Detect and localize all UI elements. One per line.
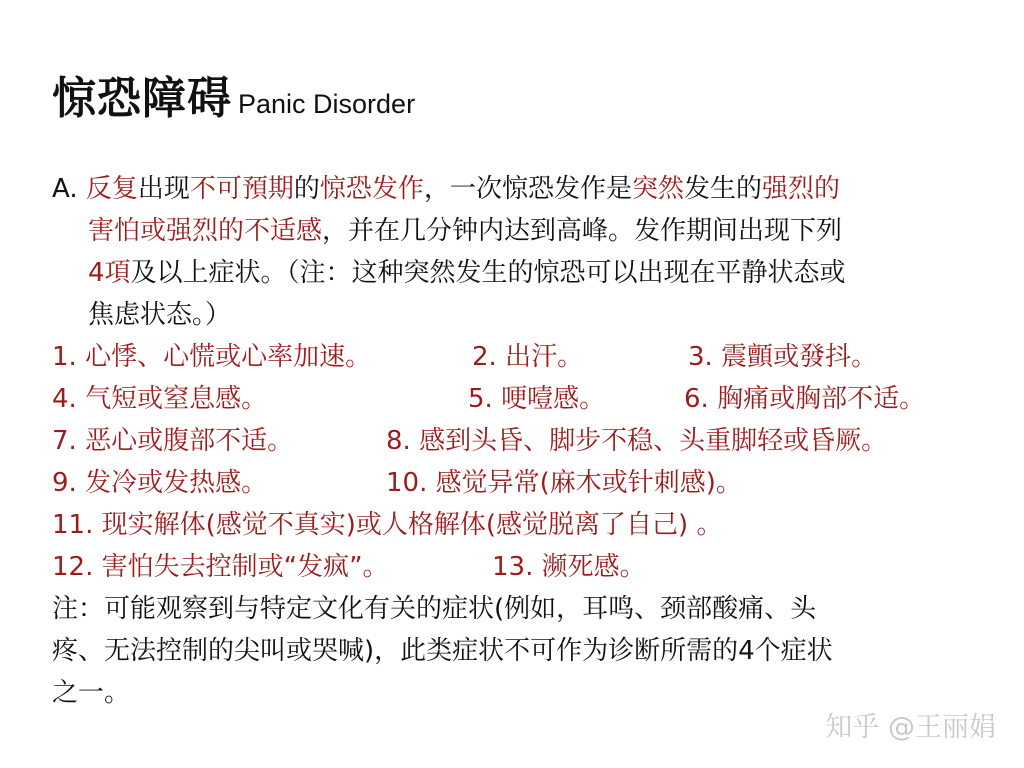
- criterion-a-text: 突然: [631, 174, 684, 204]
- symptom-item-1: 1. 心悸、心慌或心率加速。: [52, 342, 372, 372]
- symptom-item-2: 2. 出汗。: [472, 342, 584, 372]
- criterion-a-label: A.: [52, 174, 78, 204]
- criterion-a-line-4: [88, 298, 231, 332]
- criterion-a-text: 害怕或强烈的不适感: [88, 216, 323, 246]
- criterion-a-text: 的: [293, 174, 320, 204]
- symptom-item-13: 13. 濒死感。: [492, 552, 646, 582]
- symptom-item-12: 12. 害怕失去控制或“发疯”。: [52, 552, 389, 582]
- criterion-a-text: 发生的: [683, 174, 762, 204]
- watermark: 知乎 @王丽娟: [825, 712, 996, 743]
- criterion-a-text: 4項: [88, 258, 131, 288]
- note-line-1: 注：可能观察到与特定文化有关的症状(例如，耳鸣、颈部酸痛、头: [52, 594, 817, 624]
- title-english: Panic Disorder: [238, 89, 416, 119]
- criterion-a-text: 强烈的: [761, 174, 840, 204]
- page-title: [52, 62, 415, 126]
- note-line-2: 疼、无法控制的尖叫或哭喊)，此类症状不可作为诊断所需的4个症状: [52, 636, 833, 666]
- criterion-a-text: ，并在几分钟内达到高峰。发作期间出现下列: [322, 216, 843, 246]
- criterion-a-text: 及以上症状。（注：这种突然发生的惊恐可以出现在平静状态或: [130, 258, 846, 288]
- criterion-a-text: 惊恐发作: [319, 174, 424, 204]
- criterion-a-text: 焦虑状态。）: [88, 300, 232, 330]
- symptom-item-10: 10. 感觉异常(麻木或针刺感)。: [386, 468, 742, 498]
- symptom-item-5: 5. 哽噎感。: [468, 384, 606, 414]
- criterion-a-line-3: [88, 256, 846, 290]
- symptom-item-9: 9. 发冷或发热感。: [52, 468, 268, 498]
- title-chinese: 惊恐障碍: [52, 73, 232, 124]
- criterion-a-line-2: [88, 214, 842, 248]
- symptom-item-11: 11. 现实解体(感觉不真实)或人格解体(感觉脱离了自己) 。: [52, 510, 723, 540]
- note-line-3: 之一。: [52, 678, 131, 708]
- symptom-item-7: 7. 恶心或腹部不适。: [52, 426, 294, 456]
- symptom-item-8: 8. 感到头昏、脚步不稳、头重脚轻或昏厥。: [386, 426, 888, 456]
- symptom-item-3: 3. 震顫或發抖。: [688, 342, 878, 372]
- symptom-item-4: 4. 气短或窒息感。: [52, 384, 268, 414]
- criterion-a-text: 出现: [137, 174, 190, 204]
- symptom-item-6: 6. 胸痛或胸部不适。: [684, 384, 926, 414]
- criterion-a-text: 不可預期: [189, 174, 294, 204]
- criterion-a-text: ，一次惊恐发作是: [423, 174, 632, 204]
- criterion-a-line-1: [52, 172, 840, 206]
- criterion-a-text: 反复: [85, 174, 138, 204]
